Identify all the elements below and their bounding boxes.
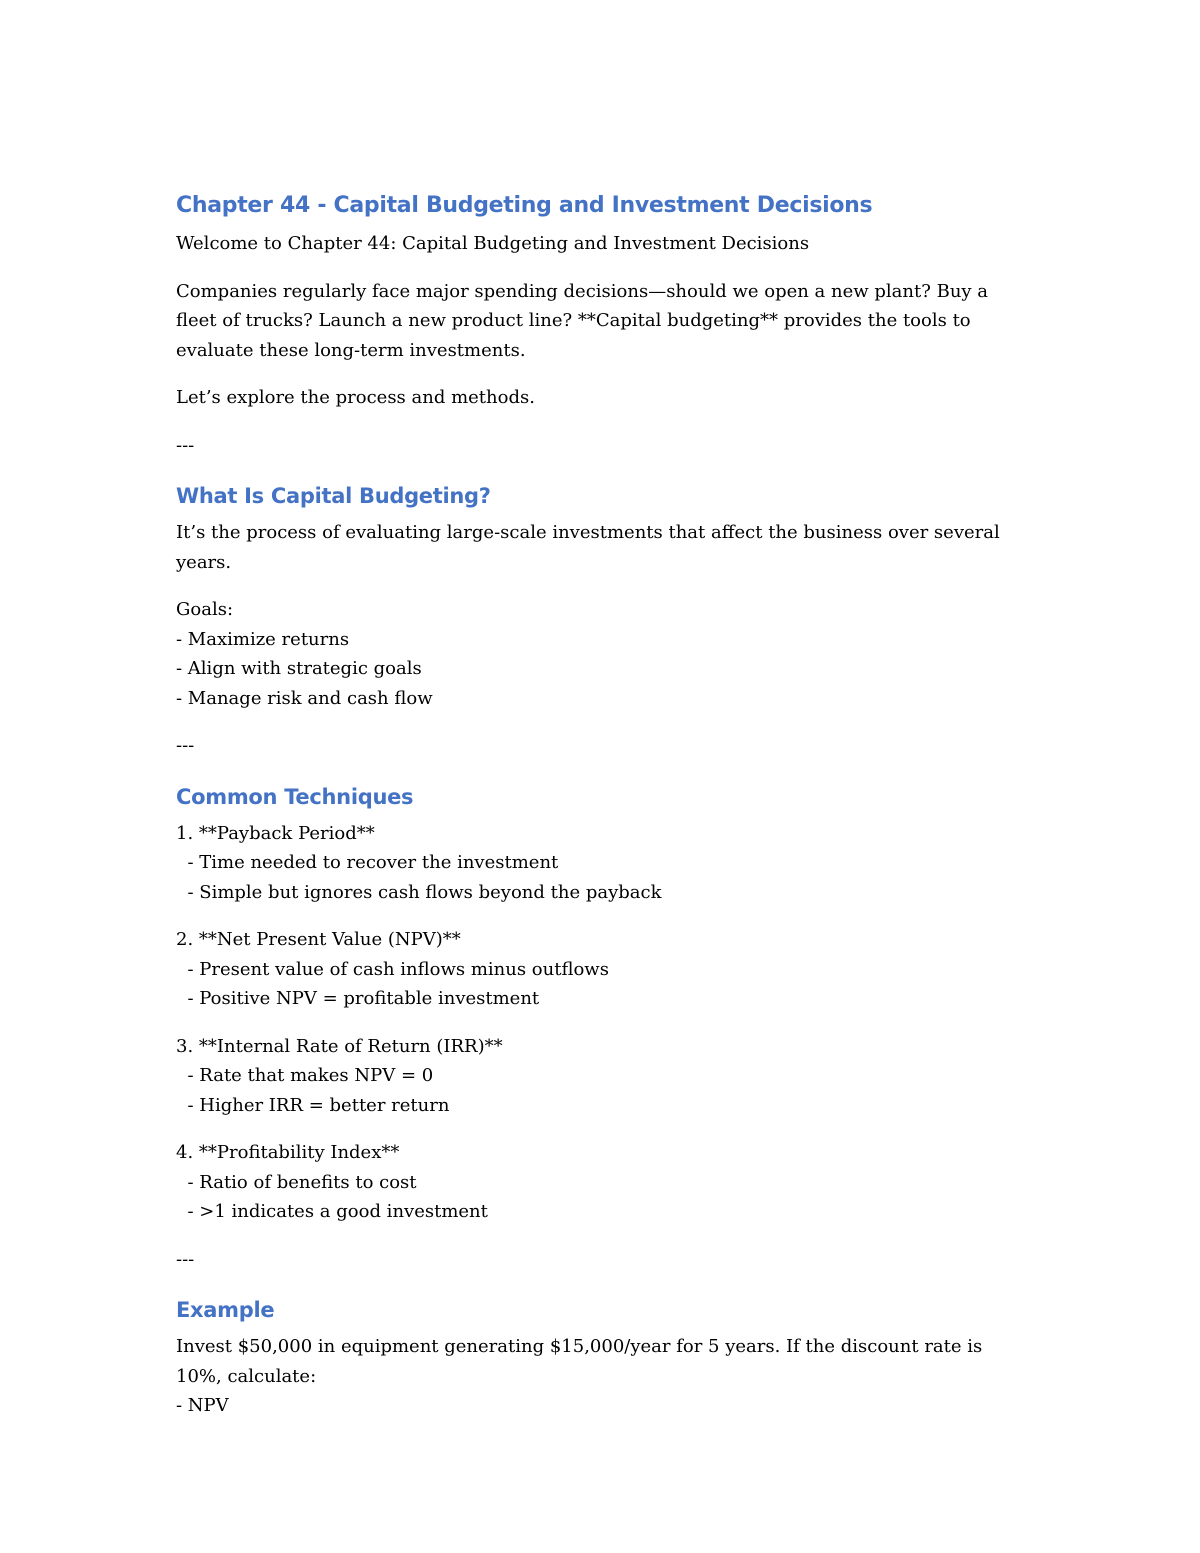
intro-paragraph bbox=[176, 277, 1016, 366]
separator: --- bbox=[176, 1248, 195, 1270]
technique-block bbox=[176, 819, 1016, 908]
technique-point: - Rate that makes NPV = 0 bbox=[176, 1065, 434, 1086]
separator: --- bbox=[176, 434, 195, 456]
list-item: - Align with strategic goals bbox=[176, 658, 422, 679]
body-line: Invest $50,000 in equipment generating $15,000/year for 5 years. If the discount rate is bbox=[176, 1336, 983, 1357]
example-body bbox=[176, 1332, 1016, 1421]
body-line: It’s the process of evaluating large-scale investments that affect the business over several bbox=[176, 522, 1000, 543]
technique-title: 2. **Net Present Value (NPV)** bbox=[176, 929, 461, 950]
intro-line: fleet of trucks? Launch a new product line? **Capital budgeting** provides the tools to bbox=[176, 310, 971, 331]
technique-point: - Positive NPV = profitable investment bbox=[176, 988, 540, 1009]
welcome-paragraph: Welcome to Chapter 44: Capital Budgeting and Investment Decisions bbox=[176, 233, 810, 254]
technique-block bbox=[176, 1032, 1016, 1121]
intro-line: evaluate these long-term investments. bbox=[176, 339, 526, 361]
list-item: - Manage risk and cash flow bbox=[176, 687, 433, 709]
section-heading-techniques: Common Techniques bbox=[176, 784, 414, 809]
explore-paragraph: Let’s explore the process and methods. bbox=[176, 387, 535, 408]
technique-block bbox=[176, 1138, 1016, 1227]
goals-list bbox=[176, 595, 1016, 713]
technique-point: - Ratio of benefits to cost bbox=[176, 1171, 417, 1193]
technique-point: - Present value of cash inflows minus outflows bbox=[176, 958, 609, 980]
technique-point: - Time needed to recover the investment bbox=[176, 852, 559, 873]
body-line: years. bbox=[176, 551, 232, 573]
goals-label: Goals: bbox=[176, 599, 234, 620]
body-line: - NPV bbox=[176, 1395, 229, 1416]
technique-point: - >1 indicates a good investment bbox=[176, 1201, 488, 1222]
body-line: 10%, calculate: bbox=[176, 1365, 317, 1387]
section-what-is-body bbox=[176, 518, 1016, 577]
section-heading-example: Example bbox=[176, 1298, 275, 1322]
technique-point: - Simple but ignores cash flows beyond the payback bbox=[176, 881, 662, 903]
section-heading-what-is: What Is Capital Budgeting? bbox=[176, 484, 491, 508]
separator: --- bbox=[176, 735, 195, 756]
list-item: - Maximize returns bbox=[176, 628, 350, 650]
technique-title: 4. **Profitability Index** bbox=[176, 1142, 400, 1163]
technique-title: 3. **Internal Rate of Return (IRR)** bbox=[176, 1035, 503, 1057]
chapter-title: Chapter 44 - Capital Budgeting and Investment Decisions bbox=[176, 193, 873, 218]
technique-block bbox=[176, 925, 1016, 1014]
intro-line: Companies regularly face major spending decisions—should we open a new plant? Buy a bbox=[176, 280, 989, 302]
technique-title: 1. **Payback Period** bbox=[176, 822, 375, 844]
document-content bbox=[176, 191, 1016, 1421]
technique-point: - Higher IRR = better return bbox=[176, 1094, 450, 1116]
